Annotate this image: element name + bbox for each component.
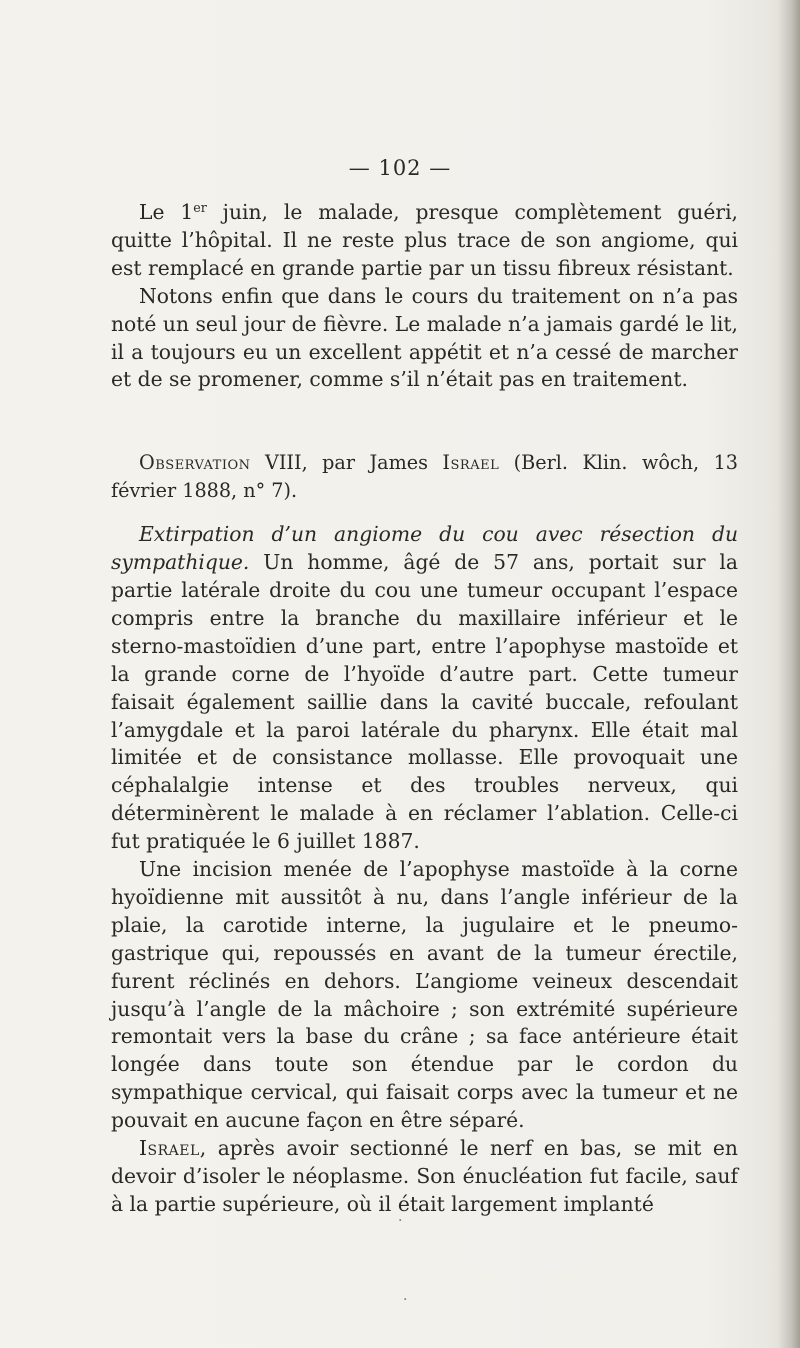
paragraph-discharge	[111, 199, 738, 283]
paragraph-case-description	[111, 521, 738, 856]
paragraph-discharge-text-b: juin, le malade, presque complètement guéri, quitte l’hôpital. Il ne reste plus trace de son angiome, qui est remplacé en grande partie par un tissu fibreux résistant.	[111, 200, 738, 280]
paragraph-incision: Une incision menée de l’apophyse mastoïde à la corne hyoïdienne mit aussitôt à nu, dans l’angle inférieur de la plaie, la carotide interne, la jugulaire et le pneumo-gastrique qui, repoussés en avant de la tumeur érectile, furent réclinés en dehors. L’angiome veineux descendait jusqu’à l’angle de la mâchoire ; son extrémité supérieure remontait vers la base du crâne ; sa face antérieure était longée dans toute son étendue par le cordon du sympathique cervical, qui faisait corps avec la tumeur et ne pouvait en aucune façon en être séparé.	[111, 857, 738, 1133]
enucleation-author: Israel	[139, 1136, 200, 1161]
case-title: Extirpation d’un angiome du cou avec résection du sympathique.	[111, 522, 738, 575]
paragraph-no-fever: Notons enfin que dans le cours du traitement on n’a pas noté un seul jour de fièvre. Le malade n’a jamais gardé le lit, il a toujours eu un excellent appétit et n’a cessé de marcher et de se promener, comme s’il n’était pas en traitement.	[111, 283, 738, 392]
observation-label: Observation	[139, 451, 251, 475]
page-edge-shadow	[778, 0, 800, 1348]
scan-speck: ·	[403, 1292, 408, 1308]
scan-speck: ·	[398, 1213, 403, 1229]
observation-author: Israel	[442, 451, 500, 475]
body-text	[111, 199, 738, 1219]
paragraph-enucleation	[111, 1135, 738, 1219]
observation-heading	[111, 449, 738, 505]
case-description-text: Un homme, âgé de 57 ans, portait sur la partie latérale droite du cou une tumeur occupant l’espace compris entre la branche du maxillaire inférieur et le sterno-mastoïdien d’une part, entre l’apophyse mastoïde et la grande corne de l’hyoïde d’autre part. Cette tumeur faisait également saillie dans la cavité buccale, refoulant l’amygdale et la paroi latérale du pharynx. Elle était mal limitée et de consistance mollasse. Elle provoquait une céphalalgie intense et des troubles nerveux, qui déterminèrent le malade à en réclamer l’ablation. Celle-ci fut pratiquée le 6 juillet 1887.	[111, 550, 738, 854]
observation-source: (Berl. Klin. wôch, 13 février 1888, n° 7).	[111, 451, 738, 503]
enucleation-text: , après avoir sectionné le nerf en bas, se mit en devoir d’isoler le néoplasme. Son énucléation fut facile, sauf à la partie supérieure, où il était largement implanté	[111, 1136, 738, 1216]
observation-number: VIII, par James	[250, 451, 443, 475]
ordinal-superscript: er	[193, 200, 207, 216]
paragraph-discharge-text-a: Le 1	[139, 200, 194, 224]
page-number: — 102 —	[348, 156, 452, 180]
